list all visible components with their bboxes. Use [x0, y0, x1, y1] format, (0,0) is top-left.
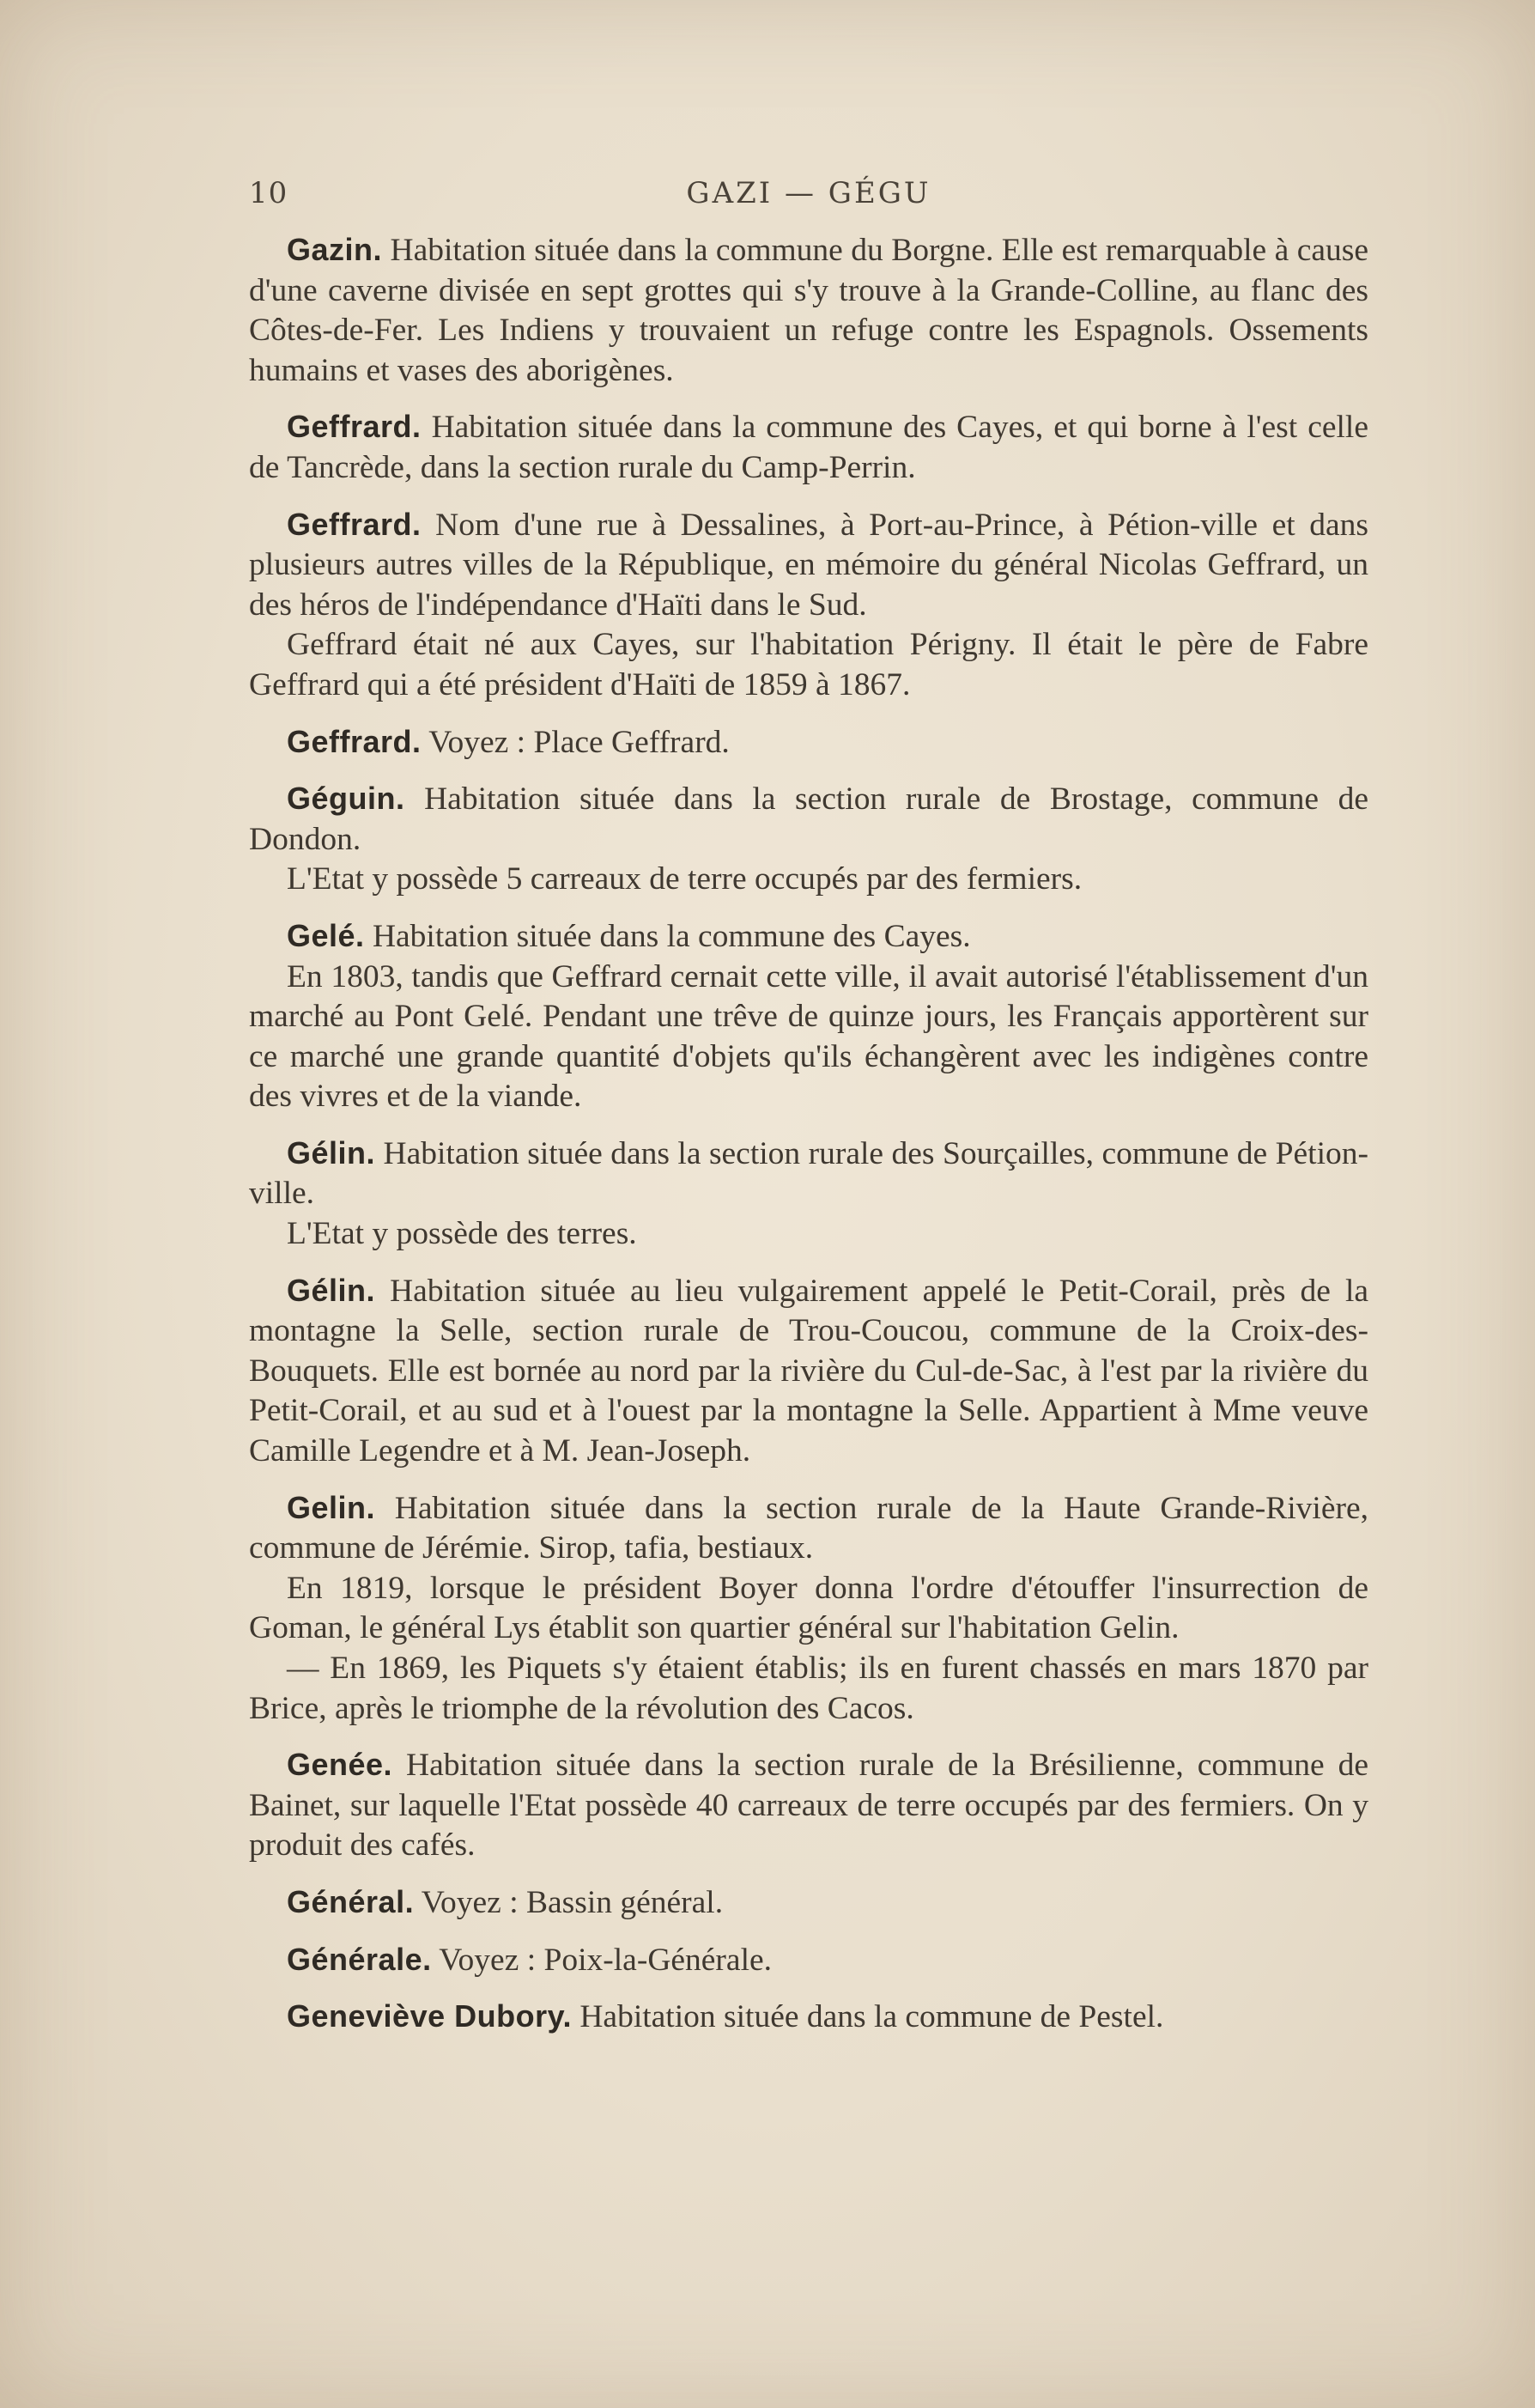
entry-paragraph: — En 1869, les Piquets s'y étaient établis; ils en furent chassés en mars 1870 par Brice, après le triomphe de la révolution des Cacos. — [249, 1651, 1368, 1726]
dictionary-entries — [249, 230, 1368, 2054]
entry-headword: Gazin. — [287, 232, 383, 267]
entry-text: Habitation située dans la commune du Borgne. Elle est remarquable à cause d'une caverne divisée en sept grottes qui s'y trouve à la Grande-Colline, au flanc des Côtes-de-Fer. Les Indiens y trouvaient un refuge contre les Espagnols. Ossements humains et vases des aborigènes. — [249, 233, 1369, 388]
entry-geffrard-rue — [249, 505, 1368, 706]
entry-headword: Gélin. — [287, 1134, 376, 1171]
entry-paragraph — [249, 1271, 1368, 1472]
entry-text: Voyez : Place Geffrard. — [428, 724, 730, 760]
entry-paragraph — [249, 1488, 1368, 1569]
entry-headword: Général. — [287, 1883, 415, 1919]
entry-text: Habitation située dans la section rurale de la Brésilienne, commune de Bainet, sur laquelle l'Etat possède 40 carreaux de terre occupés par des fermiers. On y produit des cafés. — [249, 1748, 1368, 1864]
entry-paragraph — [249, 1997, 1368, 2038]
entry-paragraph: L'Etat y possède des terres. — [287, 1216, 637, 1252]
entry-headword: Gelé. — [287, 917, 365, 953]
entry-paragraph — [249, 722, 1368, 763]
entry-headword: Générale. — [287, 1941, 432, 1977]
entry-headword: Genée. — [287, 1747, 393, 1783]
entry-paragraph — [249, 1882, 1368, 1924]
entry-gelin-sourcailles — [249, 1134, 1368, 1255]
entry-text: Habitation située dans la section rurale de Brostage, commune de Dondon. — [249, 781, 1368, 857]
entry-text: Habitation située dans la commune des Cayes, et qui borne à l'est celle de Tancrède, dans la section rurale du Camp-Perrin. — [249, 410, 1368, 485]
entry-paragraph — [249, 916, 1368, 958]
entry-text: Habitation située dans la section rurale des Sourçailles, commune de Pétion-ville. — [249, 1135, 1368, 1212]
entry-paragraph — [249, 1940, 1368, 1981]
entry-text: Voyez : Bassin général. — [421, 1884, 724, 1920]
entry-paragraph: En 1819, lorsque le président Boyer donna l'ordre d'étouffer l'insurrection de Goman, le général Lys établit son quartier général sur l'habitation Gelin. — [249, 1570, 1368, 1646]
entry-text: Nom d'une rue à Dessalines, à Port-au-Prince, à Pétion-ville et dans plusieurs autres villes de la République, en mémoire du général Nicolas Geffrard, un des héros de l'indépendance d'Haïti dans le Sud. — [249, 507, 1369, 623]
entry-headword: Geffrard. — [287, 506, 422, 542]
entry-paragraph — [249, 230, 1368, 391]
page-number: 10 — [249, 176, 288, 210]
entry-paragraph: Geffrard était né aux Cayes, sur l'habitation Périgny. Il était le père de Fabre Geffrard qui a été président d'Haïti de 1859 à 1867. — [249, 627, 1368, 702]
entry-genee — [249, 1745, 1368, 1866]
entry-paragraph: L'Etat y possède 5 carreaux de terre occupés par des fermiers. — [287, 861, 1083, 897]
entry-paragraph: En 1803, tandis que Geffrard cernait cette ville, il avait autorisé l'établissement d'un marché au Pont Gelé. Pendant une trêve de quinze jours, les Français apportèrent sur ce marché une grande quantité d'objets qu'ils échangèrent avec les indigènes contre des vivres et de la viande. — [249, 958, 1368, 1115]
entry-headword: Gélin. — [287, 1272, 376, 1308]
entry-gelin-jeremie — [249, 1488, 1368, 1730]
entry-gelin-petit-corail — [249, 1271, 1368, 1472]
entry-gazin — [249, 230, 1368, 391]
entry-geffrard-habitation — [249, 407, 1368, 488]
entry-paragraph — [249, 1134, 1368, 1214]
entry-geffrard-voyez — [249, 722, 1368, 763]
entry-gele — [249, 916, 1368, 1117]
entry-text: Habitation située au lieu vulgairement appelé le Petit-Corail, près de la montagne la Selle, section rurale de Trou-Coucou, commune de la Croix-des-Bouquets. Elle est bornée au nord par la rivière du Cul-de-Sac, à l'est par la rivière du Petit-Corail, et au sud et à l'ouest par la montagne la Selle. Appartient à Mme veuve Camille Legendre et à M. Jean-Joseph. — [249, 1273, 1369, 1469]
entry-general — [249, 1882, 1368, 1924]
running-head: GAZI — GÉGU — [686, 176, 931, 210]
entry-text: Voyez : Poix-la-Générale. — [439, 1942, 773, 1978]
entry-text: Habitation située dans la section rurale de la Haute Grande-Rivière, commune de Jérémie. Sirop, tafia, bestiaux. — [249, 1490, 1369, 1566]
page-header — [249, 176, 1368, 219]
entry-text: Habitation située dans la commune de Pestel. — [579, 1999, 1164, 2035]
entry-geguin — [249, 779, 1368, 900]
entry-headword: Geffrard. — [287, 723, 422, 759]
entry-generale — [249, 1940, 1368, 1981]
entry-paragraph — [249, 505, 1368, 626]
entry-genevieve-dubory — [249, 1997, 1368, 2038]
entry-paragraph — [249, 779, 1368, 860]
entry-headword: Gelin. — [287, 1489, 376, 1525]
entry-paragraph — [249, 1745, 1368, 1866]
entry-text: Habitation située dans la commune des Cayes. — [372, 918, 971, 954]
entry-headword: Geneviève Dubory. — [287, 1998, 572, 2034]
entry-headword: Geffrard. — [287, 409, 422, 445]
entry-headword: Géguin. — [287, 781, 405, 817]
entry-paragraph — [249, 407, 1368, 488]
